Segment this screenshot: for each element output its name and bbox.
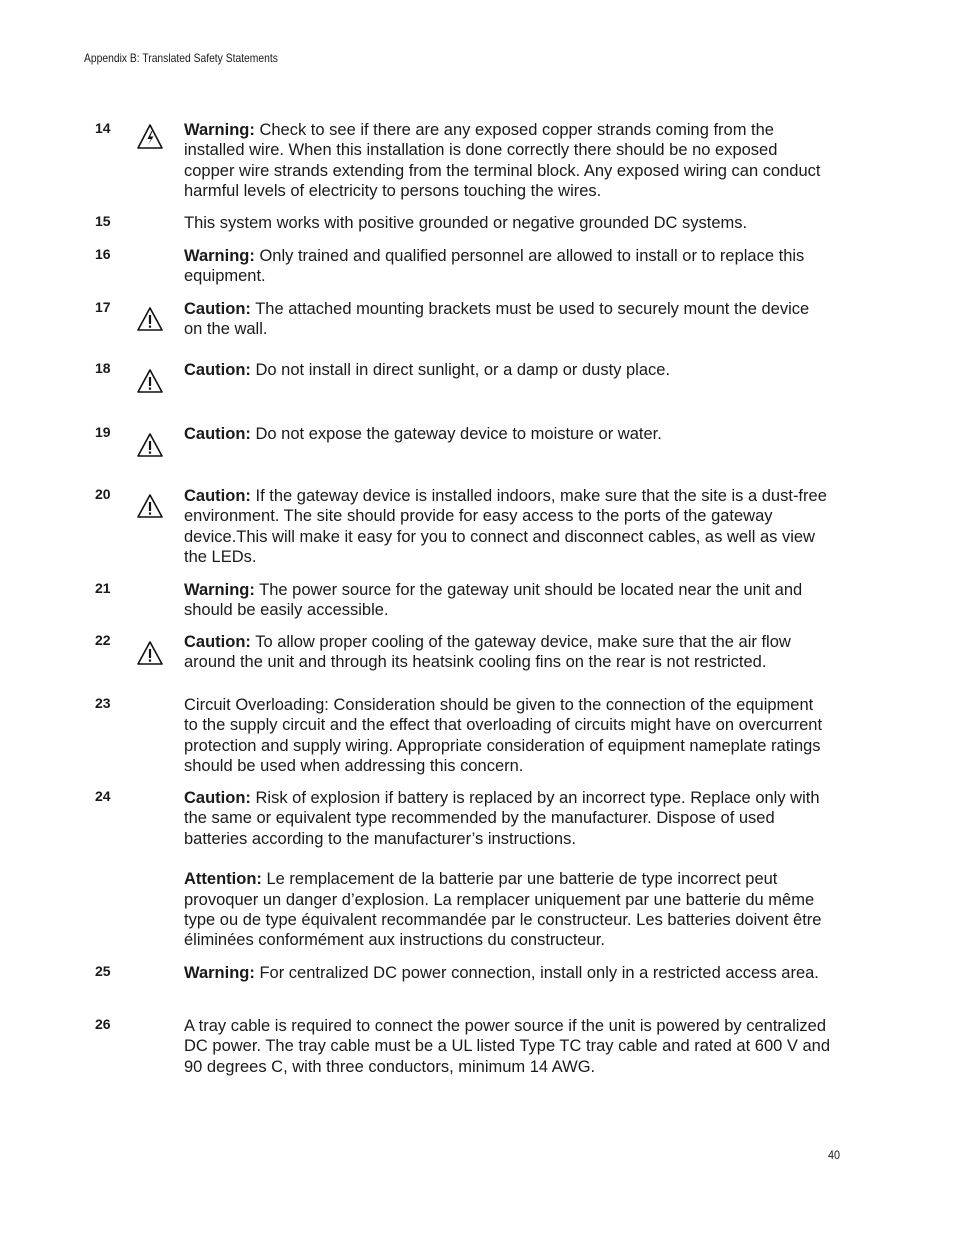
statement-text: Only trained and qualified personnel are allowed to install or to replace this equipment.	[184, 247, 805, 286]
statement-text: Do not expose the gateway device to moisture or water.	[250, 425, 662, 443]
statement-label: Warning:	[184, 581, 255, 599]
statement-text: If the gateway device is installed indoors, make sure that the site is a dust-free environment. The site should provide for easy access to the ports of the gateway device.This will make it easy for you to connect and disconnect cables, as well as view the LEDs.	[184, 487, 827, 567]
statement-number: 14	[95, 120, 111, 136]
statement-number: 22	[95, 632, 111, 648]
statement-number: 19	[95, 424, 111, 440]
caution-icon	[136, 368, 166, 396]
statement-label: Warning:	[184, 121, 255, 139]
statement-label: Caution:	[184, 300, 251, 318]
statement-number: 18	[95, 360, 111, 376]
statement-text: Circuit Overloading: Consideration should be given to the connection of the equipment to the supply circuit and the effect that overloading of circuits might have on overcurrent protection and supply wiring. Appropriate consideration of equipment nameplate ratings should be used when addressing this concern.	[184, 696, 823, 776]
page-number: 40	[828, 1148, 841, 1162]
statement-number: 20	[95, 486, 111, 502]
electrical-warning-icon	[136, 123, 166, 151]
statement-text: A tray cable is required to connect the power source if the unit is powered by centralized DC power. The tray cable must be a UL listed Type TC tray cable and rated at 600 V and 90 degrees C, with three conductors, minimum 14 AWG.	[184, 1017, 830, 1076]
statement-label: Warning:	[184, 964, 255, 982]
statement-label-french: Attention:	[184, 870, 262, 889]
statement-label: Caution:	[184, 361, 251, 379]
statement-label: Caution:	[184, 789, 251, 807]
statement-text: For centralized DC power connection, install only in a restricted access area.	[254, 964, 819, 982]
statement-number: 25	[95, 963, 111, 979]
statement-number: 21	[95, 580, 111, 596]
statement-text: The attached mounting brackets must be used to securely mount the device on the wall.	[184, 300, 810, 339]
statement-label: Caution:	[184, 487, 251, 505]
statement-label: Warning:	[184, 247, 255, 265]
statement-text-french: Le remplacement de la batterie par une batterie de type incorrect peut provoquer un danger d’explosion. La remplacer uniquement par une batterie du même type ou de type équivalent recommandée par le constructeur. Les batteries doivent être éliminées conformément aux instructions du constructeur.	[184, 870, 822, 950]
statement-number: 23	[95, 695, 111, 711]
statement-text: Check to see if there are any exposed copper strands coming from the installed wire. When this installation is done correctly there should be no exposed copper wire strands extending from the terminal block. Any exposed wiring can conduct harmful levels of electricity to persons touching the wires.	[184, 121, 821, 201]
statement-text: Risk of explosion if battery is replaced by an incorrect type. Replace only with the same or equivalent type recommended by the manufacturer. Dispose of used batteries according to the manufacturer’s instructions.	[184, 789, 820, 848]
page-header: Appendix B: Translated Safety Statements	[84, 51, 278, 65]
statement-number: 17	[95, 299, 111, 315]
statement-label: Caution:	[184, 633, 251, 651]
caution-icon	[136, 306, 166, 334]
statement-label: Caution:	[184, 425, 251, 443]
statement-number: 24	[95, 788, 111, 804]
statement-number: 16	[95, 246, 111, 262]
caution-icon	[136, 640, 166, 668]
statement-text: The power source for the gateway unit should be located near the unit and should be easily accessible.	[184, 581, 803, 620]
caution-icon	[136, 493, 166, 521]
statement-number: 15	[95, 213, 111, 229]
statement-text: To allow proper cooling of the gateway device, make sure that the air flow around the unit and through its heatsink cooling fins on the rear is not restricted.	[184, 633, 791, 672]
statement-text: This system works with positive grounded or negative grounded DC systems.	[184, 214, 748, 232]
caution-icon	[136, 432, 166, 460]
statement-text: Do not install in direct sunlight, or a damp or dusty place.	[250, 361, 671, 379]
statement-number: 26	[95, 1016, 111, 1032]
